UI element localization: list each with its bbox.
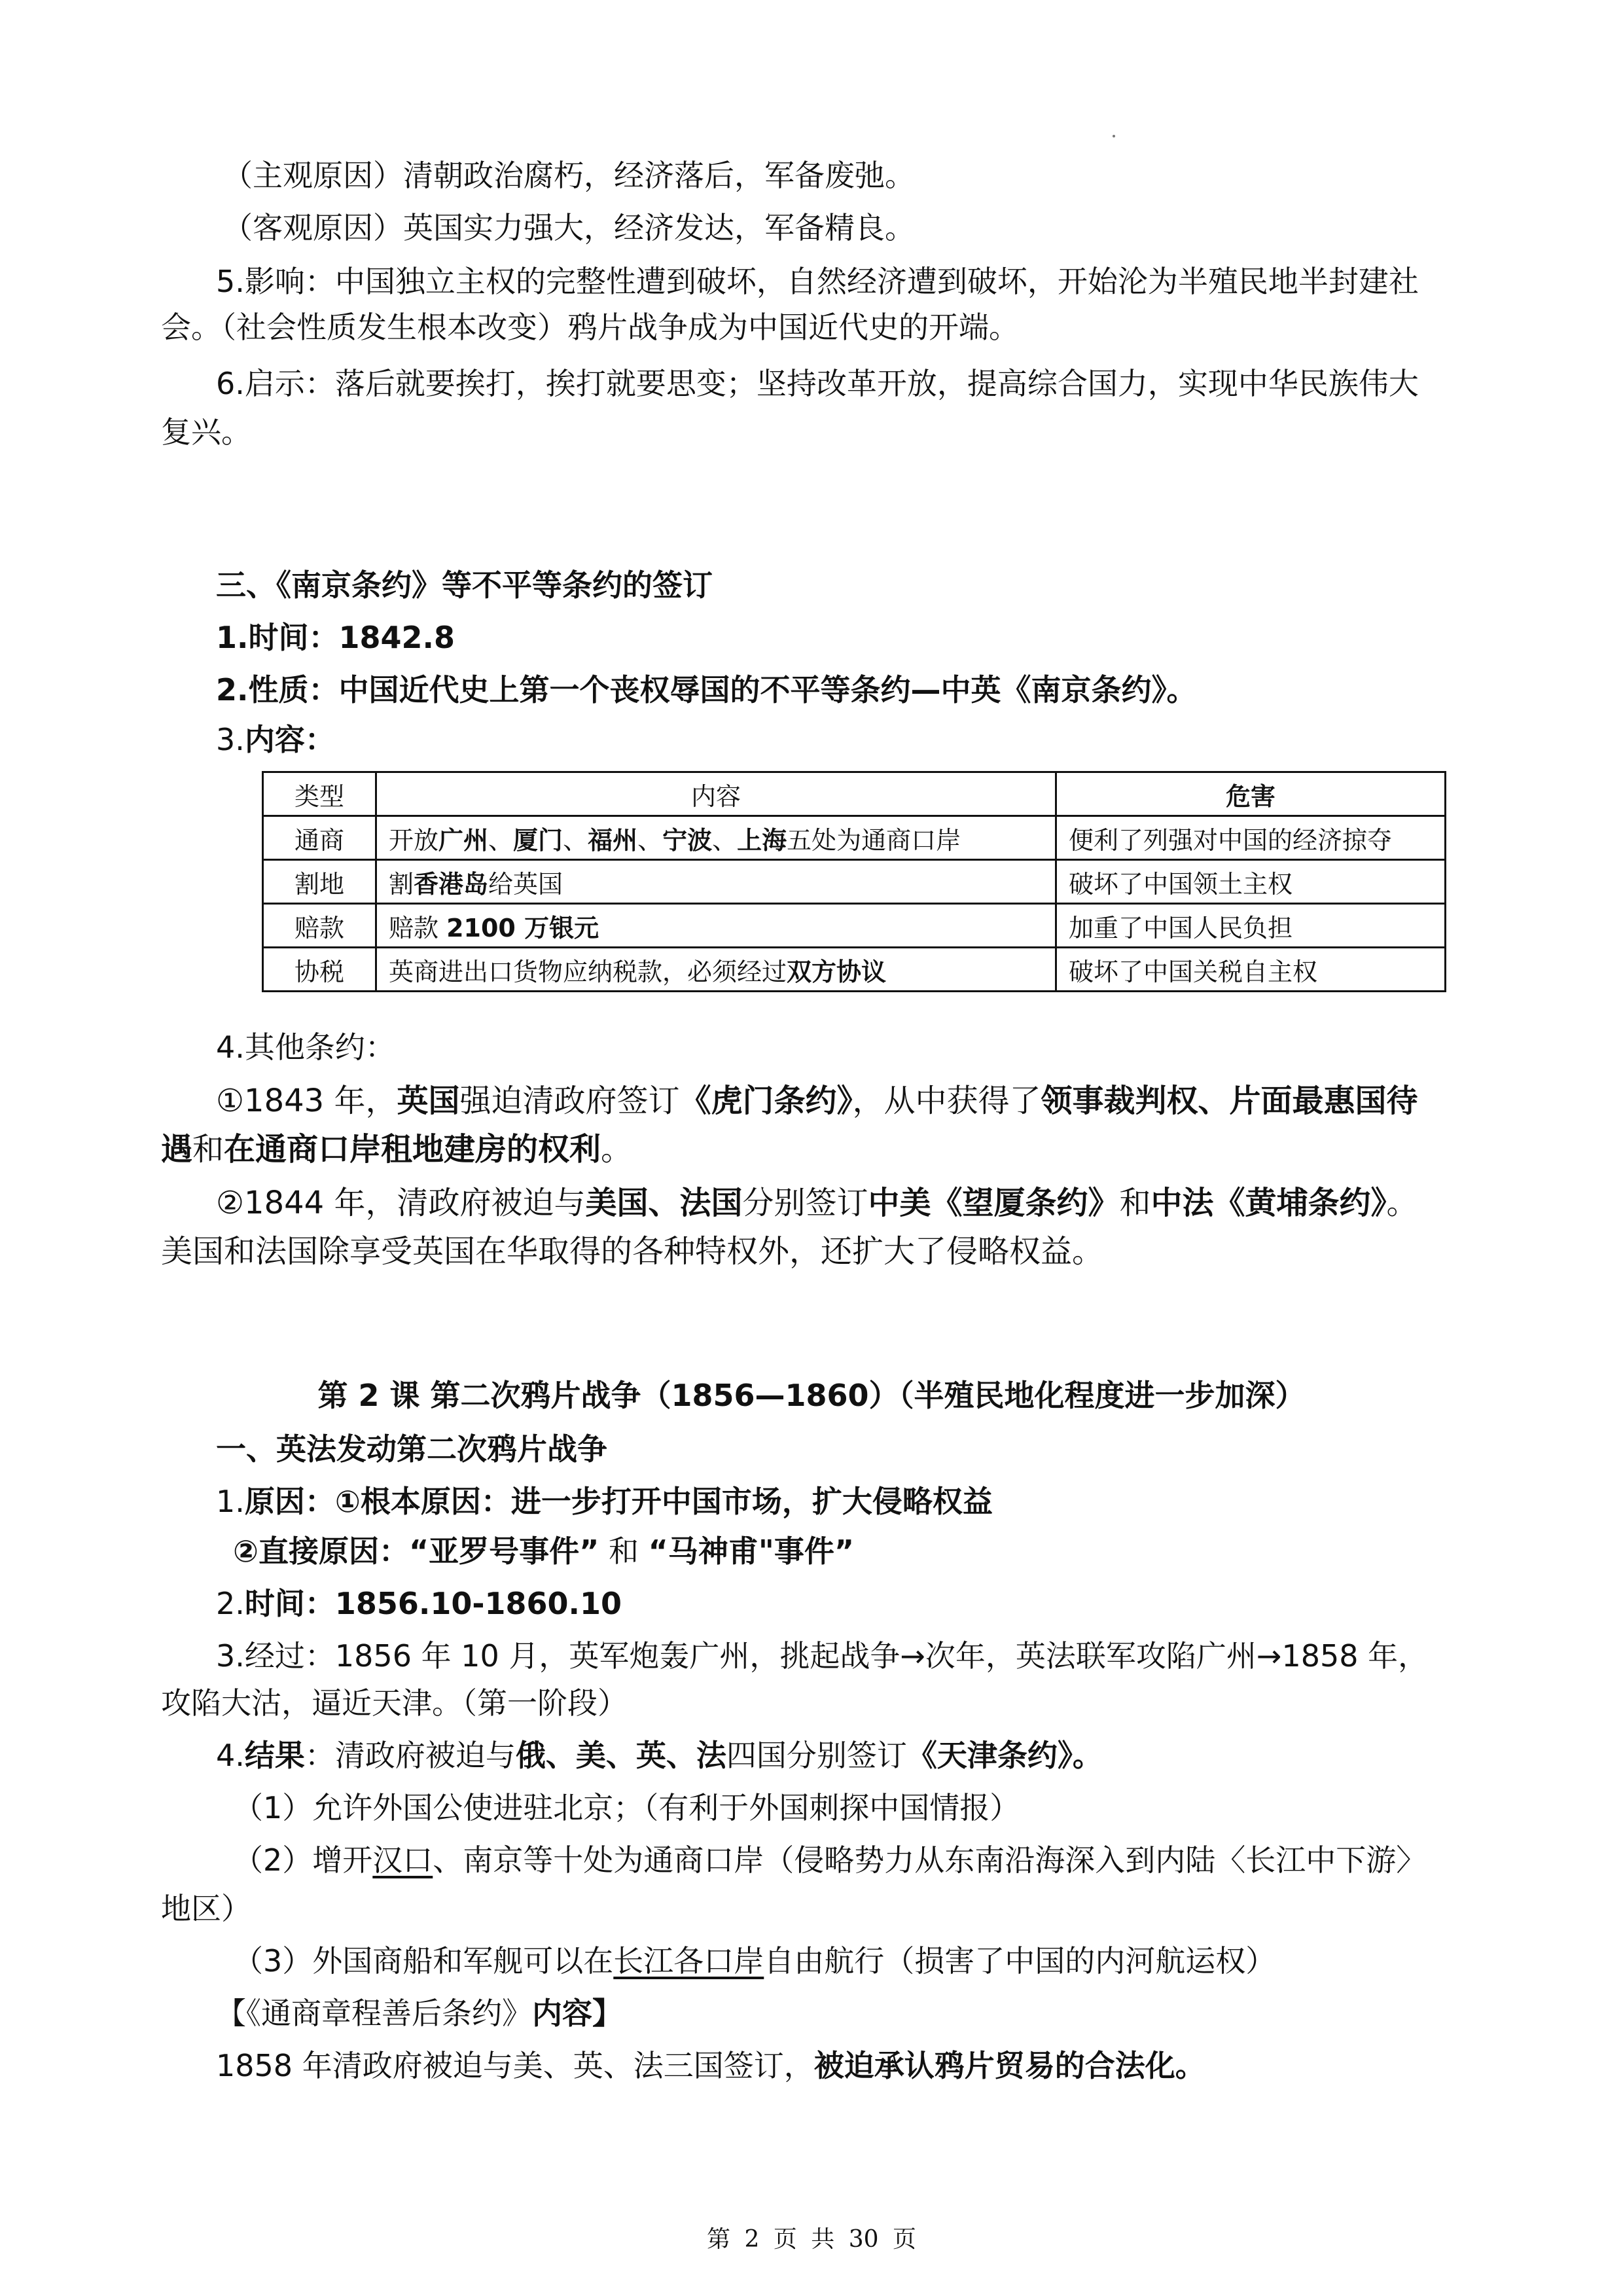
cause-root: 1.原因：①根本原因：进一步打开中国市场，扩大侵略权益 (216, 1484, 993, 1519)
text-segment: 。 (601, 1131, 633, 1168)
table-row (263, 816, 1446, 860)
bold-segment: 中美《望厦条约》 (868, 1185, 1120, 1221)
lesson-2-section-heading: 一、英法发动第二次鸦片战争 (216, 1431, 607, 1467)
row-harm: 加重了中国人民负担 (1056, 904, 1446, 948)
row-type: 割地 (263, 860, 376, 904)
text-segment: 英商进出口货物应纳税款，必须经过 (389, 957, 787, 986)
war-time: 2.时间：1856.10-1860.10 (216, 1586, 622, 1621)
bold-segment: 遇 (161, 1131, 193, 1168)
header-type: 类型 (263, 772, 376, 816)
bold-segment: 厦门 (513, 825, 563, 855)
treaty-time: 1.时间：1842.8 (216, 620, 455, 655)
table-row (263, 948, 1446, 992)
text-segment: ②1844 年，清政府被迫与 (216, 1185, 586, 1221)
cause-direct: ②直接原因：“亚罗号事件” 和 “马神甫"事件” (233, 1534, 855, 1569)
text-segment: 和 (192, 1131, 224, 1168)
scan-speck (1113, 135, 1115, 137)
enlightenment-line-2: 复兴。 (161, 414, 251, 450)
bold-segment: 《天津条约》。 (906, 1738, 1103, 1773)
humen-treaty-line-1 (216, 1081, 1418, 1121)
bold-segment: 中法《黄埔条约》 (1150, 1185, 1387, 1221)
text-segment: 分别签订 (742, 1185, 868, 1221)
bold-segment: 双方协议 (787, 957, 887, 986)
bold-segment: 英国 (397, 1083, 460, 1119)
table-row (263, 904, 1446, 948)
bold-segment: 俄、美、英、法 (515, 1738, 726, 1773)
war-result (216, 1736, 1103, 1775)
text-segment: 赔款 (389, 913, 447, 942)
row-type: 通商 (263, 816, 376, 860)
text-segment: 给英国 (488, 869, 563, 899)
bold-segment: 结果 (244, 1738, 305, 1773)
text-segment: 、 (563, 825, 588, 855)
bold-segment: 宁波 (662, 825, 713, 855)
humen-treaty-line-2 (161, 1130, 632, 1169)
text-segment: 强迫清政府签订 (459, 1083, 680, 1119)
bold-segment: 领事裁判权、片面最惠国待 (1041, 1083, 1418, 1119)
text-segment: ①1843 年， (216, 1083, 397, 1119)
bold-segment: 广州 (438, 825, 489, 855)
result-item-2-cont: 地区） (161, 1891, 251, 1926)
treaty-content-label: 3.内容： (216, 722, 335, 757)
bold-segment: 《虎门条约》 (679, 1083, 853, 1119)
result-item-1: （1）允许外国公使进驻北京；（有利于外国刺探中国情报） (233, 1790, 1020, 1825)
subjective-cause: （主观原因）清朝政治腐朽，经济落后，军备废弛。 (223, 158, 915, 193)
page-footer: 第 2 页 共 30 页 (707, 2226, 916, 2253)
influence-line-1: 5.影响：中国独立主权的完整性遭到破坏，自然经济遭到破坏，开始沦为半殖民地半封建社 (216, 264, 1419, 299)
text-segment: 、 (637, 825, 663, 855)
bold-segment: 上海 (737, 825, 787, 855)
text-segment: 五处为通商口岸 (787, 825, 961, 855)
war-process-line-1: 3.经过：1856 年 10 月，英军炮轰广州，挑起战争→次年，英法联军攻陷广州→1858 年， (216, 1638, 1429, 1674)
row-harm: 便利了列强对中国的经济掠夺 (1056, 816, 1446, 860)
bold-segment: 福州 (588, 825, 638, 855)
text-segment: 和 (1119, 1185, 1151, 1221)
text-segment: 割 (389, 869, 414, 899)
treaty-nature: 2.性质：中国近代史上第一个丧权辱国的不平等条约—中英《南京条约》。 (216, 672, 1197, 708)
row-harm: 破坏了中国领土主权 (1056, 860, 1446, 904)
influence-line-2: 会。（社会性质发生根本改变）鸦片战争成为中国近代史的开端。 (161, 310, 1019, 345)
text-segment: 开放 (389, 825, 439, 855)
text-segment: 、 (712, 825, 738, 855)
row-content (376, 860, 1056, 904)
row-content (376, 904, 1056, 948)
wangxia-huangpu-line-1 (216, 1183, 1418, 1223)
section-heading-nanjing-treaty: 三、《南京条约》等不平等条约的签订 (216, 567, 713, 603)
war-process-line-2: 攻陷大沽，逼近天津。（第一阶段） (161, 1685, 628, 1721)
row-content (376, 948, 1056, 992)
supplement-line: 1858 年清政府被迫与美、英、法三国签订，被迫承认鸦片贸易的合法化。 (216, 2048, 1205, 2083)
objective-cause: （客观原因）英国实力强大，经济发达，军备精良。 (223, 210, 915, 245)
result-item-3: （3）外国商船和军舰可以在长江各口岸自由航行（损害了中国的内河航运权） (233, 1943, 1276, 1979)
text-segment: ，从中获得了 (852, 1083, 1041, 1119)
row-content (376, 816, 1056, 860)
wangxia-huangpu-line-2: 美国和法国除享受英国在华取得的各种特权外，还扩大了侵略权益。 (161, 1233, 1104, 1270)
header-harm: 危害 (1056, 772, 1446, 816)
enlightenment-line-1: 6.启示：落后就要挨打，挨打就要思变；坚持改革开放，提高综合国力，实现中华民族伟大 (216, 366, 1419, 401)
row-type: 赔款 (263, 904, 376, 948)
bold-segment: 美国、法国 (585, 1185, 743, 1221)
result-item-2: （2）增开汉口、南京等十处为通商口岸（侵略势力从东南沿海深入到内陆〈长江中下游〉 (233, 1842, 1427, 1878)
table-header-row (263, 772, 1446, 816)
lesson-2-title: 第 2 课 第二次鸦片战争（1856—1860）（半殖民地化程度进一步加深） (317, 1378, 1306, 1413)
bold-segment: 在通商口岸租地建房的权利 (224, 1131, 601, 1168)
header-content: 内容 (376, 772, 1056, 816)
text-segment: 四国分别签订 (726, 1738, 907, 1773)
bold-segment: 香港岛 (414, 869, 489, 899)
supplement-heading: 【《通商章程善后条约》内容】 (216, 1996, 622, 2031)
row-type: 协税 (263, 948, 376, 992)
nanjing-treaty-table (262, 771, 1446, 992)
table-row (263, 860, 1446, 904)
text-segment: 、 (488, 825, 514, 855)
other-treaties-label: 4.其他条约： (216, 1030, 395, 1065)
text-segment: 。 (1386, 1185, 1418, 1221)
text-segment: 4. (216, 1738, 245, 1773)
text-segment: ：清政府被迫与 (304, 1738, 516, 1773)
bold-segment: 2100 万银元 (446, 913, 599, 942)
row-harm: 破坏了中国关税自主权 (1056, 948, 1446, 992)
